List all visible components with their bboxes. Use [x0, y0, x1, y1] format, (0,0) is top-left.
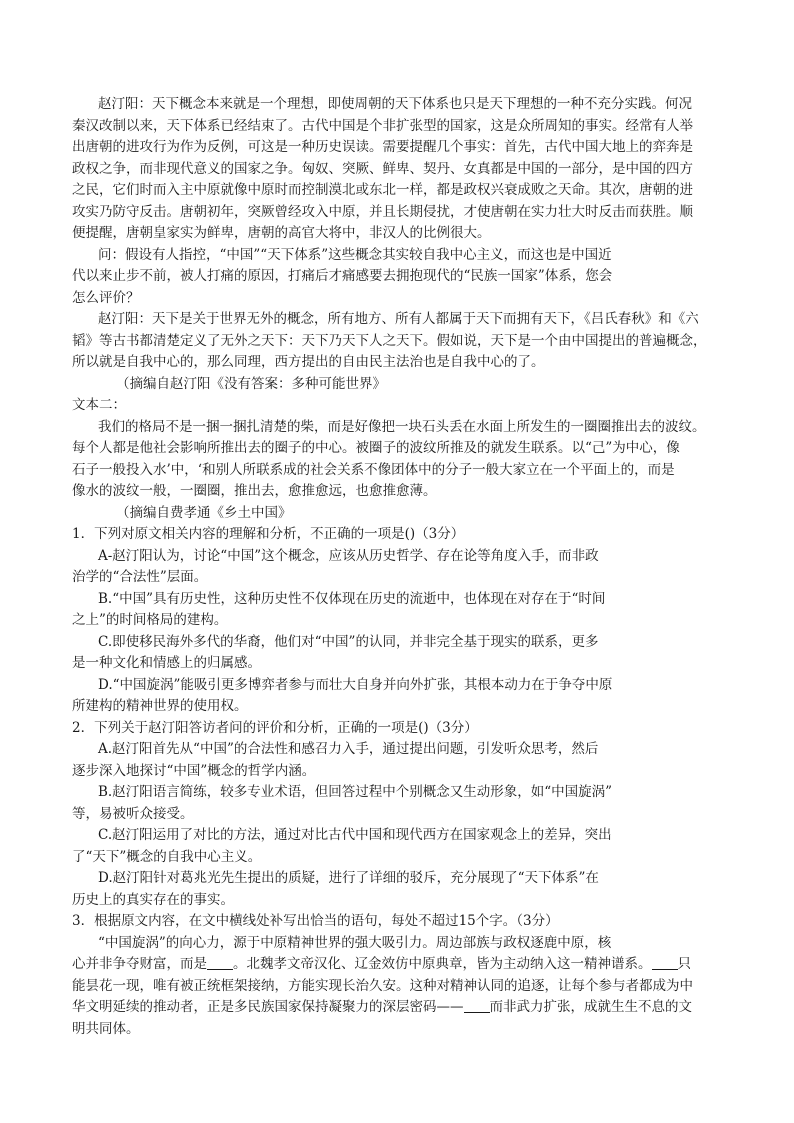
- text-line: 像水的波纹一般，一圈圈，推出去，愈推愈远，也愈推愈薄。: [72, 483, 437, 499]
- text-line: 能昙花一现，唯有被正统框架接纳，方能实现长治久安。这种对精神认同的追逐，让每个参与者都成为中: [72, 977, 693, 994]
- text-line: “中国旋涡”的向心力，源于中原精神世界的强大吸引力。周边部族与政权逐鹿中原，核: [98, 934, 612, 951]
- option-d-line-2: 所建构的精神世界的使用权。: [72, 698, 248, 714]
- text-line: 问：假设有人指控，“中国”“天下体系”这些概念其实较自我中心主义，而这也是中国近: [98, 246, 612, 263]
- option-a-line-1: A.赵汀阳首先从“中国”的合法性和感召力入手，通过提出问题，引发听众思考，然后: [98, 741, 599, 757]
- text-line: [72, 954, 724, 976]
- option-d-line-2: 历史上的真实存在的事实。: [72, 891, 234, 908]
- text-line: 之民，它们时而入主中原就像中原时而控制漠北或东北一样，都是政权兴衰成败之天命。其次，唐朝的进: [72, 182, 693, 198]
- text-fragment: 心并非争夺财富，而是: [72, 956, 207, 972]
- text2-title: 文本二：: [72, 397, 126, 413]
- text-line: 石子一般投入水’中，‘和别人所联系成的社会关系不像团体中的分子一般大家立在一个平面上的，而是: [72, 461, 675, 478]
- text-fragment: 而非武力扩张，成就生生不息的文: [489, 999, 692, 1015]
- option-b-line-1: B.“中国”具有历史性，这种历史性不仅体现在历史的流逝中，也体现在对存在于“时间: [98, 590, 606, 607]
- text-line: 代以来止步不前，被人打痛的原因，打痛后才痛感要去拥抱现代的“民族一国家”体系，您会: [72, 268, 613, 284]
- source-citation-2: （摘编自费孝通《乡土中国》: [116, 504, 292, 521]
- text-line: 赵汀阳：天下概念本来就是一个理想，即使周朝的天下体系也只是天下理想的一种不充分实践。何况: [98, 96, 692, 112]
- text-line: 怎么评价？: [72, 289, 140, 306]
- text-line: 明共同体。: [72, 1020, 140, 1037]
- option-b-line-2: 等，易被听众接受。: [72, 805, 194, 822]
- text-line: 攻实乃防守反击。唐朝初年，突厥曾经攻入中原，并且长期侵扰，才使唐朝在实力壮大时反击而获胜。顺: [72, 203, 693, 220]
- text-line: 赵汀阳：天下是关于世界无外的概念，所有地方、所有人都属于天下而拥有天下，《吕氏春秋》和《六: [98, 311, 699, 327]
- text-fragment: 。北魏孝文帝汉化、辽金效仿中原典章，皆为主动纳入这一精神谱系。: [233, 956, 652, 972]
- option-b-line-1: B.赵汀阳语言简练，较多专业术语，但回答过程中个别概念又生动形象，如“中国旋涡”: [98, 784, 613, 800]
- text-line: 便提醒，唐朝皇家实为鲜卑，唐朝的高官大将中，非汉人的比例很大。: [72, 225, 491, 241]
- text-line: 所以就是自我中心的，那么同理，西方提出的自由民主法治也是自我中心的了。: [72, 354, 545, 370]
- text-line: 出唐朝的进攻行为作为反例，可这是一种历史误读。需要提醒几个事实：首先，古代中国大地上的弈奔是: [72, 139, 693, 155]
- text-fragment: 华文明延续的推动者，正是多民族国家保持凝聚力的深层密码——: [72, 999, 464, 1015]
- option-d-line-1: D.赵汀阳针对葛兆光先生提出的质疑，进行了详细的驳斥，充分展现了“天下体系”在: [98, 870, 599, 886]
- text-line: 韬》等古书都清楚定义了无外之天下：天下乃天下人之天下。假如说，天下是一个由中国提出的普遍概念，: [72, 332, 707, 349]
- option-a-line-1: A-赵汀阳认为，讨论“中国”这个概念，应该从历史哲学、存在论等角度入手，而非政: [98, 547, 599, 564]
- source-citation-1: （摘编自赵汀阳《没有答案：多种可能世界》: [116, 375, 386, 392]
- answer-blank-3[interactable]: [464, 998, 490, 1013]
- option-d-line-1: D.“中国旋涡”能吸引更多博弈者参与而壮大自身并向外扩张，其根本动力在于争夺中原: [98, 676, 613, 693]
- dialogue-question: [72, 245, 724, 310]
- option-c-line-1: C.即使移民海外多代的华裔，他们对“中国”的认同，并非完全基于现实的联系，更多: [98, 633, 599, 650]
- dialogue-paragraph-2: [72, 309, 724, 374]
- text-line: 秦汉改制以来，天下体系已经结束了。古代中国是个非扩张型的国家，这是众所周知的事实。经常有人举: [72, 117, 693, 134]
- option-a-line-2: 治学的“合法性”层面。: [72, 569, 208, 585]
- question-3: [72, 911, 724, 1040]
- answer-blank-2[interactable]: [652, 955, 678, 970]
- text-line: [72, 997, 724, 1019]
- question-stem: 1．下列对原文相关内容的理解和分析，不正确的一项是()（3分）: [72, 526, 465, 542]
- answer-blank-1[interactable]: [207, 955, 233, 970]
- exam-page: [72, 94, 724, 1040]
- option-c-line-2: 是一种文化和情感上的归属感。: [72, 655, 261, 671]
- question-stem: 2．下列关于赵汀阳答访者问的评价和分析，正确的一项是()（3分）: [72, 719, 478, 736]
- option-c-line-1: C.赵汀阳运用了对比的方法，通过对比古代中国和现代西方在国家观念上的差异，突出: [98, 827, 612, 843]
- option-c-line-2: 了“天下”概念的自我中心主义。: [72, 848, 262, 865]
- question-2: [72, 718, 724, 912]
- text-line: 每个人都是他社会影响所推出去的圈子的中心。被圈子的波纹所推及的就发生联系。以“己”为中心，像: [72, 440, 680, 456]
- text-fragment: 只: [677, 956, 691, 972]
- option-b-line-2: 之上”的时间格局的建构。: [72, 612, 228, 628]
- dialogue-paragraph-1: [72, 94, 724, 245]
- question-1: [72, 524, 724, 718]
- text-line: 我们的格局不是一捆一捆扎清楚的柴，而是好像把一块石头丢在水面上所发生的一圈圈推出去的波纹。: [98, 418, 706, 435]
- text2-paragraph: [72, 417, 724, 503]
- option-a-line-2: 逐步深入地探讨“中国”概念的哲学内涵。: [72, 762, 316, 779]
- question-stem: 3．根据原文内容，在文中横线处补写出恰当的语句，每处不超过15个字。（3分）: [72, 913, 559, 929]
- text-line: 政权之争，而非现代意义的国家之争。匈奴、突厥、鲜卑、契丹、女真都是中国的一部分，是中国的四方: [72, 160, 693, 177]
